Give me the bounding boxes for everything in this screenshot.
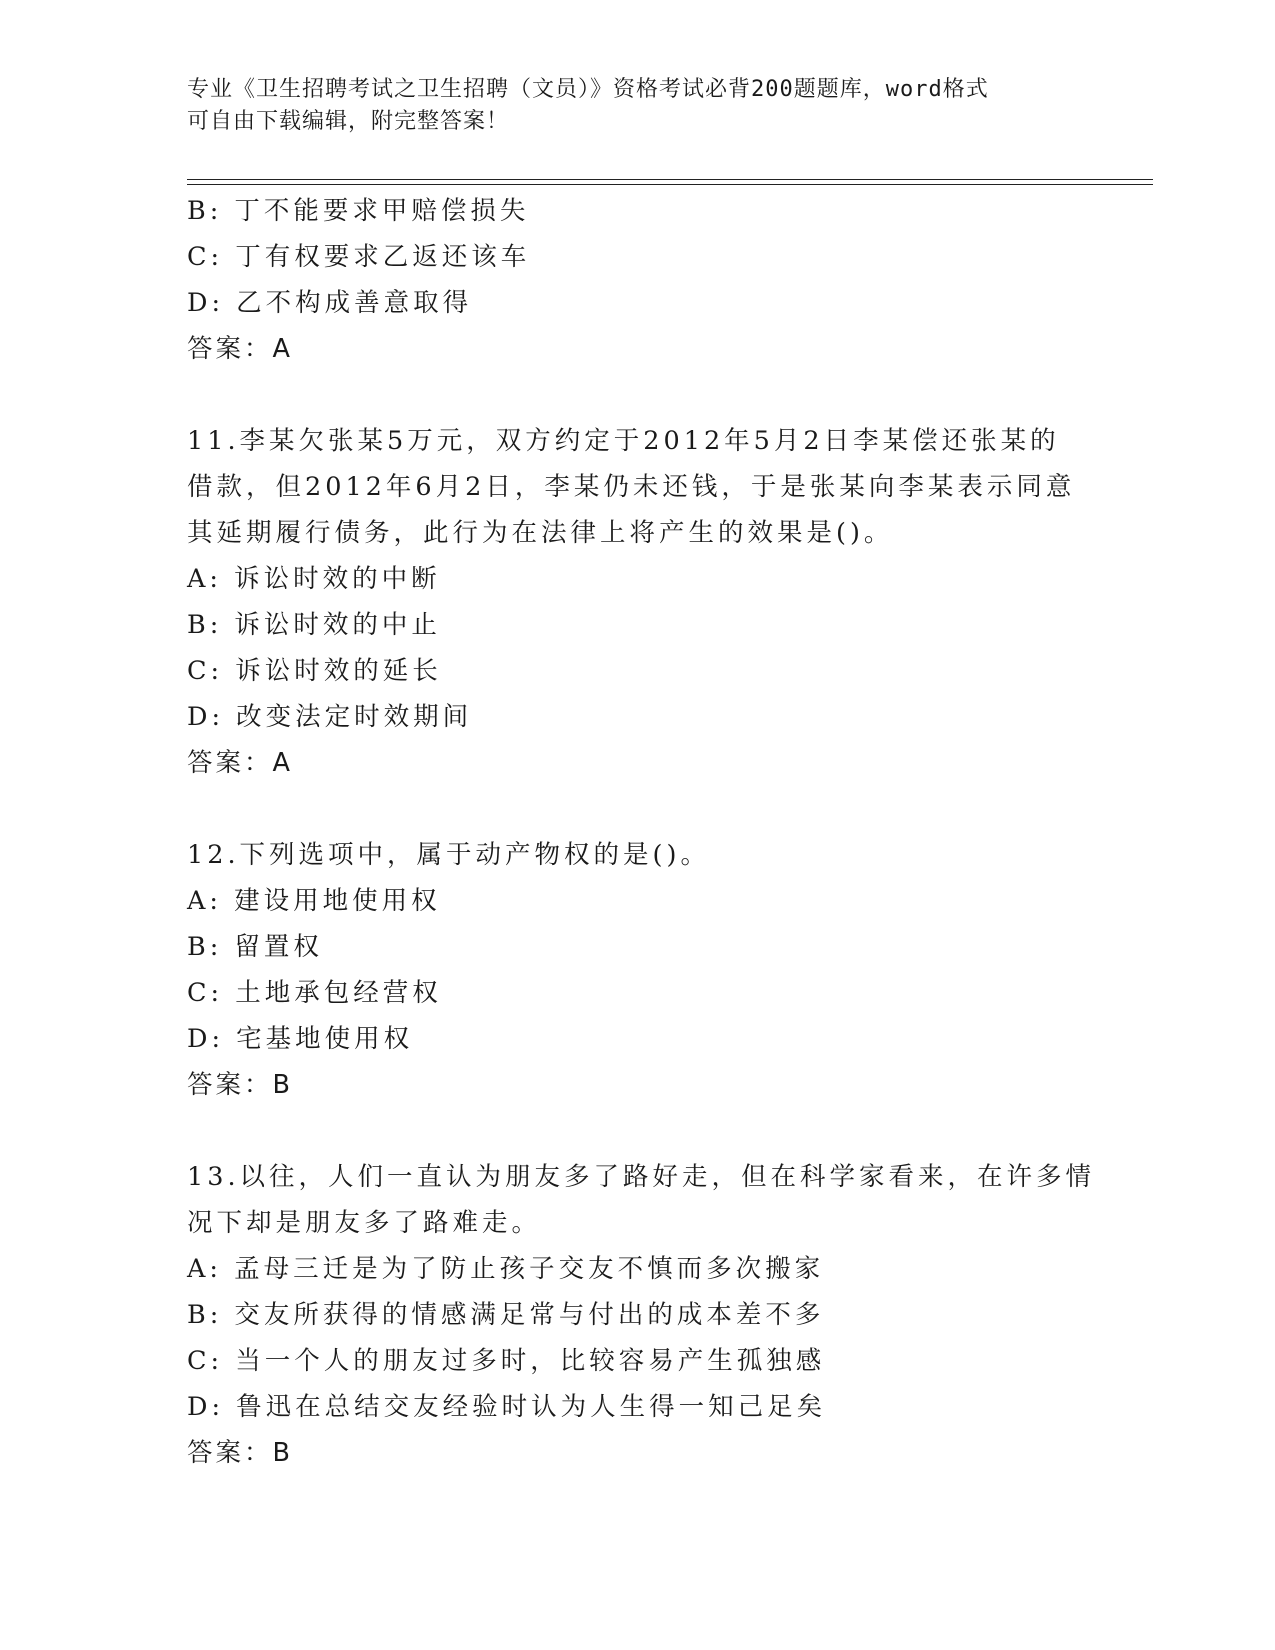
option-a: A: 孟母三迁是为了防止孩子交友不慎而多次搬家 — [187, 1254, 825, 1284]
option-c: C: 丁有权要求乙返还该车 — [187, 242, 531, 272]
question-stem-line: 12.下列选项中，属于动产物权的是()。 — [187, 840, 710, 870]
question-stem-line: 其延期履行债务，此行为在法律上将产生的效果是()。 — [187, 518, 894, 548]
question-10-continuation — [187, 188, 1087, 372]
option-c: C: 诉讼时效的延长 — [187, 656, 442, 686]
spacer — [187, 372, 1087, 418]
option-b: B: 留置权 — [187, 932, 323, 962]
question-stem-line: 13.以往，人们一直认为朋友多了路好走，但在科学家看来，在许多情 — [187, 1162, 1096, 1192]
answer-line: 答案：B — [187, 1438, 293, 1468]
option-d: D: 宅基地使用权 — [187, 1024, 414, 1054]
header-divider-bottom — [187, 184, 1153, 185]
question-12 — [187, 832, 1087, 1108]
question-11 — [187, 418, 1087, 786]
page-header — [187, 74, 1067, 138]
option-d: D: 改变法定时效期间 — [187, 702, 473, 732]
question-13 — [187, 1154, 1096, 1476]
question-list — [187, 188, 1096, 1476]
answer-line: 答案：B — [187, 1070, 293, 1100]
option-b: B: 丁不能要求甲赔偿损失 — [187, 196, 530, 226]
question-stem-line: 况下却是朋友多了路难走。 — [187, 1208, 542, 1238]
header-title-line-2: 可自由下载编辑，附完整答案！ — [187, 109, 510, 134]
option-c: C: 当一个人的朋友过多时，比较容易产生孤独感 — [187, 1346, 826, 1376]
option-a: A: 建设用地使用权 — [187, 886, 441, 916]
option-b: B: 诉讼时效的中止 — [187, 610, 441, 640]
spacer — [187, 786, 1087, 832]
question-stem-line: 11.李某欠张某5万元，双方约定于2012年5月2日李某偿还张某的 — [187, 426, 1060, 456]
header-title-line-1: 专业《卫生招聘考试之卫生招聘（文员）》资格考试必背200题题库，word格式 — [187, 77, 989, 102]
spacer — [187, 1108, 1087, 1154]
answer-line: 答案：A — [187, 334, 293, 364]
header-divider-top — [187, 179, 1153, 180]
answer-line: 答案：A — [187, 748, 293, 778]
option-c: C: 土地承包经营权 — [187, 978, 442, 1008]
question-stem-line: 借款，但2012年6月2日，李某仍未还钱，于是张某向李某表示同意 — [187, 472, 1076, 502]
option-b: B: 交友所获得的情感满足常与付出的成本差不多 — [187, 1300, 825, 1330]
option-d: D: 鲁迅在总结交友经验时认为人生得一知己足矣 — [187, 1392, 827, 1422]
option-a: A: 诉讼时效的中断 — [187, 564, 441, 594]
option-d: D: 乙不构成善意取得 — [187, 288, 473, 318]
